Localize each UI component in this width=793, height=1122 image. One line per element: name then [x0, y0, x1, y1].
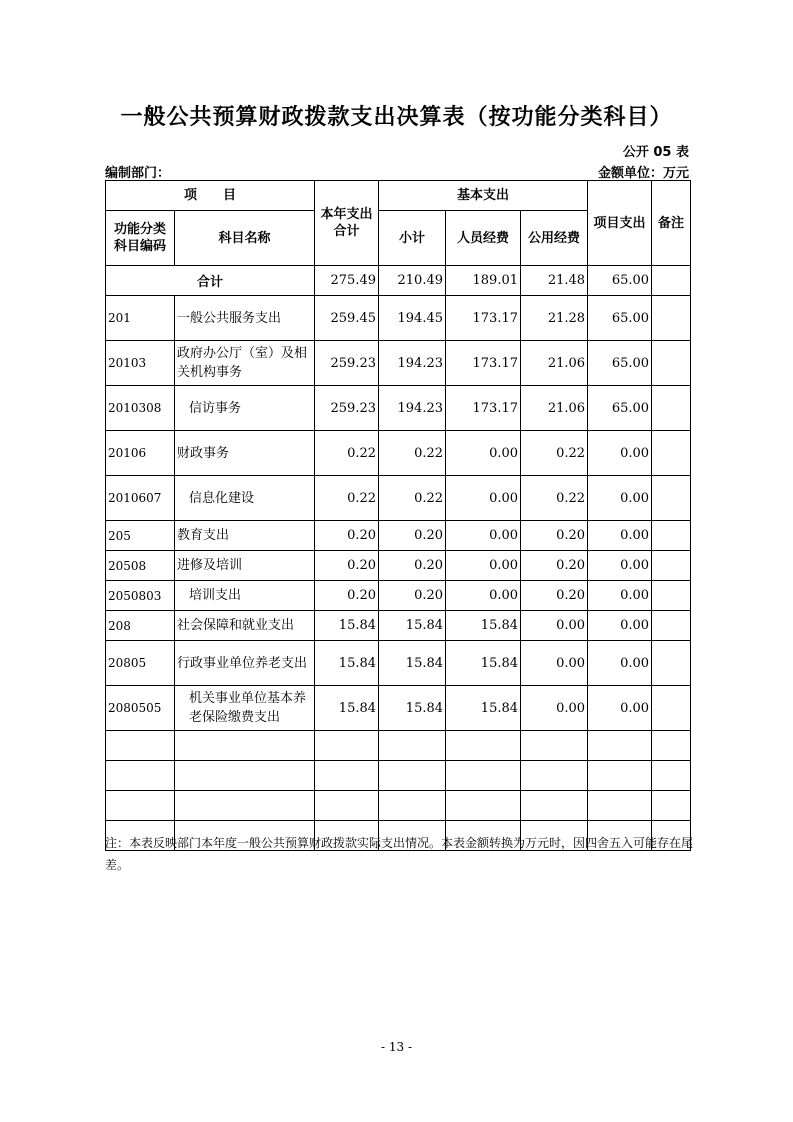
row-code: 2080505	[106, 686, 175, 731]
row-project: 0.00	[588, 611, 652, 641]
row-personnel: 0.00	[446, 551, 521, 581]
row-project: 65.00	[588, 296, 652, 341]
header-subtotal: 小计	[379, 211, 446, 266]
row-annual: 15.84	[315, 611, 379, 641]
total-subtotal: 210.49	[379, 266, 446, 296]
header-subject-name: 科目名称	[175, 211, 315, 266]
row-name: 进修及培训	[175, 551, 315, 581]
table-row	[106, 551, 691, 581]
row-subtotal: 194.23	[379, 341, 446, 386]
row-remark	[652, 476, 691, 521]
empty-row	[106, 731, 691, 761]
row-subtotal: 194.45	[379, 296, 446, 341]
row-name: 政府办公厅（室）及相关机构事务	[175, 341, 315, 386]
row-name: 信访事务	[175, 386, 315, 431]
row-name: 行政事业单位养老支出	[175, 641, 315, 686]
row-public: 0.20	[521, 581, 588, 611]
header-remark: 备注	[652, 181, 691, 266]
row-annual: 0.20	[315, 521, 379, 551]
row-code: 20103	[106, 341, 175, 386]
row-remark	[652, 341, 691, 386]
row-public: 0.20	[521, 551, 588, 581]
row-annual: 0.20	[315, 581, 379, 611]
row-remark	[652, 641, 691, 686]
row-public: 0.22	[521, 431, 588, 476]
row-name: 一般公共服务支出	[175, 296, 315, 341]
row-code: 205	[106, 521, 175, 551]
row-annual: 15.84	[315, 686, 379, 731]
row-code: 20106	[106, 431, 175, 476]
table-row	[106, 641, 691, 686]
empty-row	[106, 791, 691, 821]
row-code: 20508	[106, 551, 175, 581]
row-project: 0.00	[588, 551, 652, 581]
row-personnel: 0.00	[446, 476, 521, 521]
row-personnel: 0.00	[446, 581, 521, 611]
row-remark	[652, 551, 691, 581]
row-name: 信息化建设	[175, 476, 315, 521]
row-remark	[652, 686, 691, 731]
row-personnel: 0.00	[446, 431, 521, 476]
row-public: 0.22	[521, 476, 588, 521]
header-personnel: 人员经费	[446, 211, 521, 266]
total-label: 合计	[106, 266, 315, 296]
table-row	[106, 521, 691, 551]
empty-row	[106, 761, 691, 791]
row-name: 财政事务	[175, 431, 315, 476]
row-personnel: 0.00	[446, 521, 521, 551]
header-func-code: 功能分类科目编码	[106, 211, 175, 266]
row-code: 2050803	[106, 581, 175, 611]
unit-label: 金额单位：万元	[597, 166, 689, 181]
row-code: 20805	[106, 641, 175, 686]
row-annual: 0.22	[315, 431, 379, 476]
footnote: 注：本表反映部门本年度一般公共预算财政拨款实际支出情况。本表金额转换为万元时，因四舍五入可能存在尾差。	[105, 836, 694, 872]
row-remark	[652, 611, 691, 641]
table-row	[106, 686, 691, 731]
header-item: 项 目	[106, 181, 315, 211]
row-subtotal: 0.20	[379, 551, 446, 581]
row-public: 21.06	[521, 386, 588, 431]
row-annual: 15.84	[315, 641, 379, 686]
row-personnel: 173.17	[446, 386, 521, 431]
total-annual: 275.49	[315, 266, 379, 296]
row-subtotal: 194.23	[379, 386, 446, 431]
row-project: 65.00	[588, 386, 652, 431]
row-remark	[652, 581, 691, 611]
table-row	[106, 431, 691, 476]
row-subtotal: 15.84	[379, 686, 446, 731]
row-personnel: 15.84	[446, 641, 521, 686]
total-row	[106, 266, 691, 296]
header-basic: 基本支出	[379, 181, 588, 211]
row-project: 0.00	[588, 641, 652, 686]
row-code: 2010308	[106, 386, 175, 431]
row-subtotal: 15.84	[379, 611, 446, 641]
row-personnel: 15.84	[446, 611, 521, 641]
page-title: 一般公共预算财政拨款支出决算表（按功能分类科目）	[120, 105, 673, 130]
row-name: 培训支出	[175, 581, 315, 611]
row-subtotal: 0.20	[379, 581, 446, 611]
row-project: 0.00	[588, 521, 652, 551]
row-project: 65.00	[588, 341, 652, 386]
row-subtotal: 15.84	[379, 641, 446, 686]
table-row	[106, 476, 691, 521]
total-remark	[652, 266, 691, 296]
page-number: - 13 -	[380, 1040, 412, 1054]
header-project: 项目支出	[588, 181, 652, 266]
header-annual-total: 本年支出合计	[315, 181, 379, 266]
row-remark	[652, 521, 691, 551]
header-public: 公用经费	[521, 211, 588, 266]
expenditure-table	[105, 180, 691, 851]
row-project: 0.00	[588, 476, 652, 521]
row-public: 0.00	[521, 686, 588, 731]
row-annual: 259.23	[315, 341, 379, 386]
table-row	[106, 581, 691, 611]
row-public: 0.20	[521, 521, 588, 551]
row-remark	[652, 386, 691, 431]
total-project: 65.00	[588, 266, 652, 296]
row-public: 0.00	[521, 611, 588, 641]
total-personnel: 189.01	[446, 266, 521, 296]
row-code: 208	[106, 611, 175, 641]
form-number: 公开 05 表	[622, 145, 689, 160]
row-remark	[652, 431, 691, 476]
row-subtotal: 0.22	[379, 431, 446, 476]
row-annual: 259.45	[315, 296, 379, 341]
table-row	[106, 386, 691, 431]
row-project: 0.00	[588, 431, 652, 476]
table-row	[106, 341, 691, 386]
row-project: 0.00	[588, 686, 652, 731]
table-row	[106, 611, 691, 641]
row-annual: 259.23	[315, 386, 379, 431]
row-personnel: 173.17	[446, 341, 521, 386]
row-name: 教育支出	[175, 521, 315, 551]
row-code: 2010607	[106, 476, 175, 521]
row-personnel: 173.17	[446, 296, 521, 341]
row-annual: 0.20	[315, 551, 379, 581]
row-personnel: 15.84	[446, 686, 521, 731]
row-remark	[652, 296, 691, 341]
row-public: 0.00	[521, 641, 588, 686]
row-name: 社会保障和就业支出	[175, 611, 315, 641]
row-project: 0.00	[588, 581, 652, 611]
total-public: 21.48	[521, 266, 588, 296]
table-row	[106, 296, 691, 341]
row-name: 机关事业单位基本养老保险缴费支出	[175, 686, 315, 731]
row-public: 21.06	[521, 341, 588, 386]
department-label: 编制部门：	[105, 166, 171, 181]
row-subtotal: 0.22	[379, 476, 446, 521]
row-public: 21.28	[521, 296, 588, 341]
row-subtotal: 0.20	[379, 521, 446, 551]
row-code: 201	[106, 296, 175, 341]
row-annual: 0.22	[315, 476, 379, 521]
